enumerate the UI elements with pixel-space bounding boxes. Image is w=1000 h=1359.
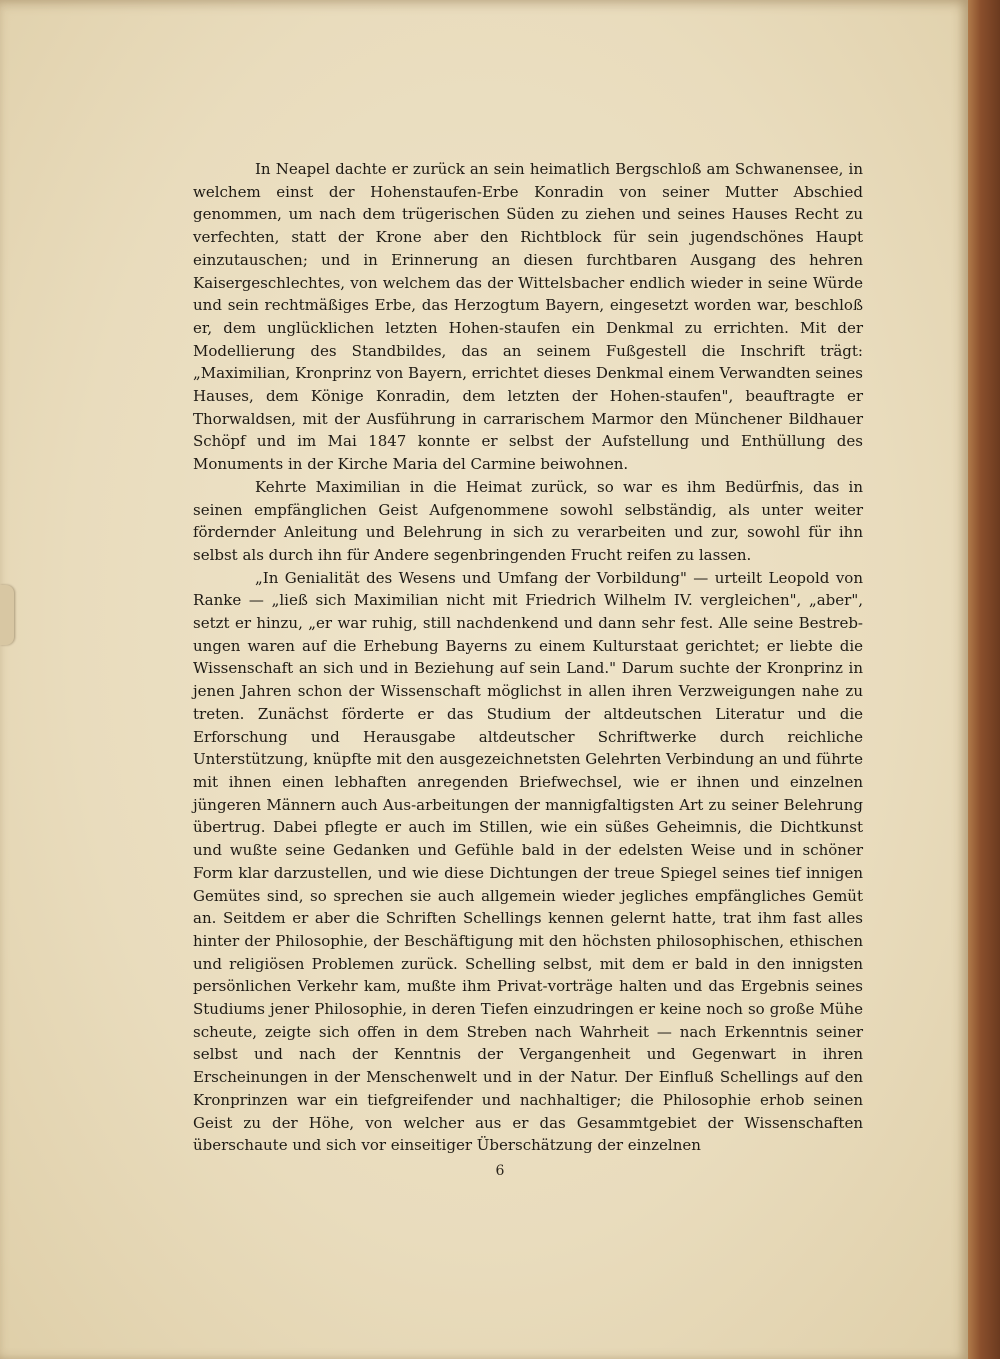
paragraph-3: „In Genialität des Wesens und Umfang der Vorbildung" — urteilt Leopold von Ranke — „ließ sich Maximilian nicht mit Friedrich Wilhelm IV. vergleichen", „aber", setzt er hinzu, „er war ruhig, still nachdenkend und dann sehr fest. Alle seine Bestreb-ungen waren auf die Erhebung Bayerns zu einem Kulturstaat gerichtet; er liebte die Wissenschaft an sich und in Beziehung auf sein Land." Darum suchte der Kronprinz in jenen Jahren schon der Wissenschaft möglichst in allen ihren Verzweigungen nahe zu treten. Zunächst förderte er das Studium der altdeutschen Literatur und die Erforschung und Herausgabe altdeutscher Schriftwerke durch reichliche Unterstützung, knüpfte mit den ausgezeichnetsten Gelehrten Verbindung an und führte mit ihnen einen lebhaften anregenden Briefwechsel, wie er ihnen und einzelnen jüngeren Männern auch Aus-arbeitungen der mannigfaltigsten Art zu seiner Belehrung übertrug. Dabei pflegte er auch im Stillen, wie ein süßes Geheimnis, die Dichtkunst und wußte seine Gedanken und Gefühle bald in der edelsten Weise und in schöner Form klar darzustellen, und wie diese Dichtungen der treue Spiegel seines tief innigen Gemütes sind, so sprechen sie auch allgemein wieder jegliches empfängliches Gemüt an. Seitdem er aber die Schriften Schellings kennen gelernt hatte, trat ihm fast alles hinter der Philosophie, der Beschäftigung mit den höchsten philosophischen, ethischen und religiösen Problemen zurück. Schelling selbst, mit dem er bald in den innigsten persönlichen Verkehr kam, mußte ihm Privat-vorträge halten und das Ergebnis seines Studiums jener Philosophie, in deren Tiefen einzudringen er keine noch so große Mühe scheute, zeigte sich offen in dem Streben nach Wahrheit — nach Erkenntnis seiner selbst und nach der Kenntnis der Vergangenheit und Gegenwart in ihren Erscheinungen in der Menschenwelt und in der Natur. Der Einfluß Schellings auf den Kronprinzen war ein tiefgreifender und nachhaltiger; die Philosophie erhob seinen Geist zu der Höhe, von welcher aus er das Gesammtgebiet der Wissenschaften überschaute und sich vor einseitiger Überschätzung der einzelnen xyxy=(193,568,863,1155)
book-cover-edge xyxy=(968,0,1000,1359)
body-text xyxy=(193,158,863,1157)
paragraph-2: Kehrte Maximilian in die Heimat zurück, so war es ihm Bedürfnis, das in seinen empfänglichen Geist Aufgenommene sowohl selbständig, als unter weiter fördernder Anleitung und Belehrung in sich zu verarbeiten und zur, sowohl für ihn selbst als durch ihn für Andere segenbringenden Frucht reifen zu lassen. xyxy=(193,477,863,564)
page-edge-notch xyxy=(0,585,14,645)
paragraph-1: In Neapel dachte er zurück an sein heimatlich Bergschloß am Schwanensee, in welchem einst der Hohenstaufen-Erbe Konradin von seiner Mutter Abschied genommen, um nach dem trügerischen Süden zu ziehen und seines Hauses Recht zu verfechten, statt der Krone aber den Richtblock für sein jugendschönes Haupt einzutauschen; und in Erinnerung an diesen furchtbaren Ausgang des hehren Kaisergeschlechtes, von welchem das der Wittelsbacher endlich wieder in seine Würde und sein rechtmäßiges Erbe, das Herzogtum Bayern, eingesetzt worden war, beschloß er, dem unglücklichen letzten Hohen-staufen ein Denkmal zu errichten. Mit der Modellierung des Standbildes, das an seinem Fußgestell die Inschrift trägt: „Maximilian, Kronprinz von Bayern, errichtet dieses Denkmal einem Verwandten seines Hauses, dem Könige Konradin, dem letzten der Hohen-staufen", beauftragte er Thorwaldsen, mit der Ausführung in carrarischem Marmor den Münchener Bildhauer Schöpf und im Mai 1847 konnte er selbst der Aufstellung und Enthüllung des Monuments in der Kirche Maria del Carmine beiwohnen. xyxy=(193,160,863,474)
page-number: 6 xyxy=(495,1163,505,1179)
